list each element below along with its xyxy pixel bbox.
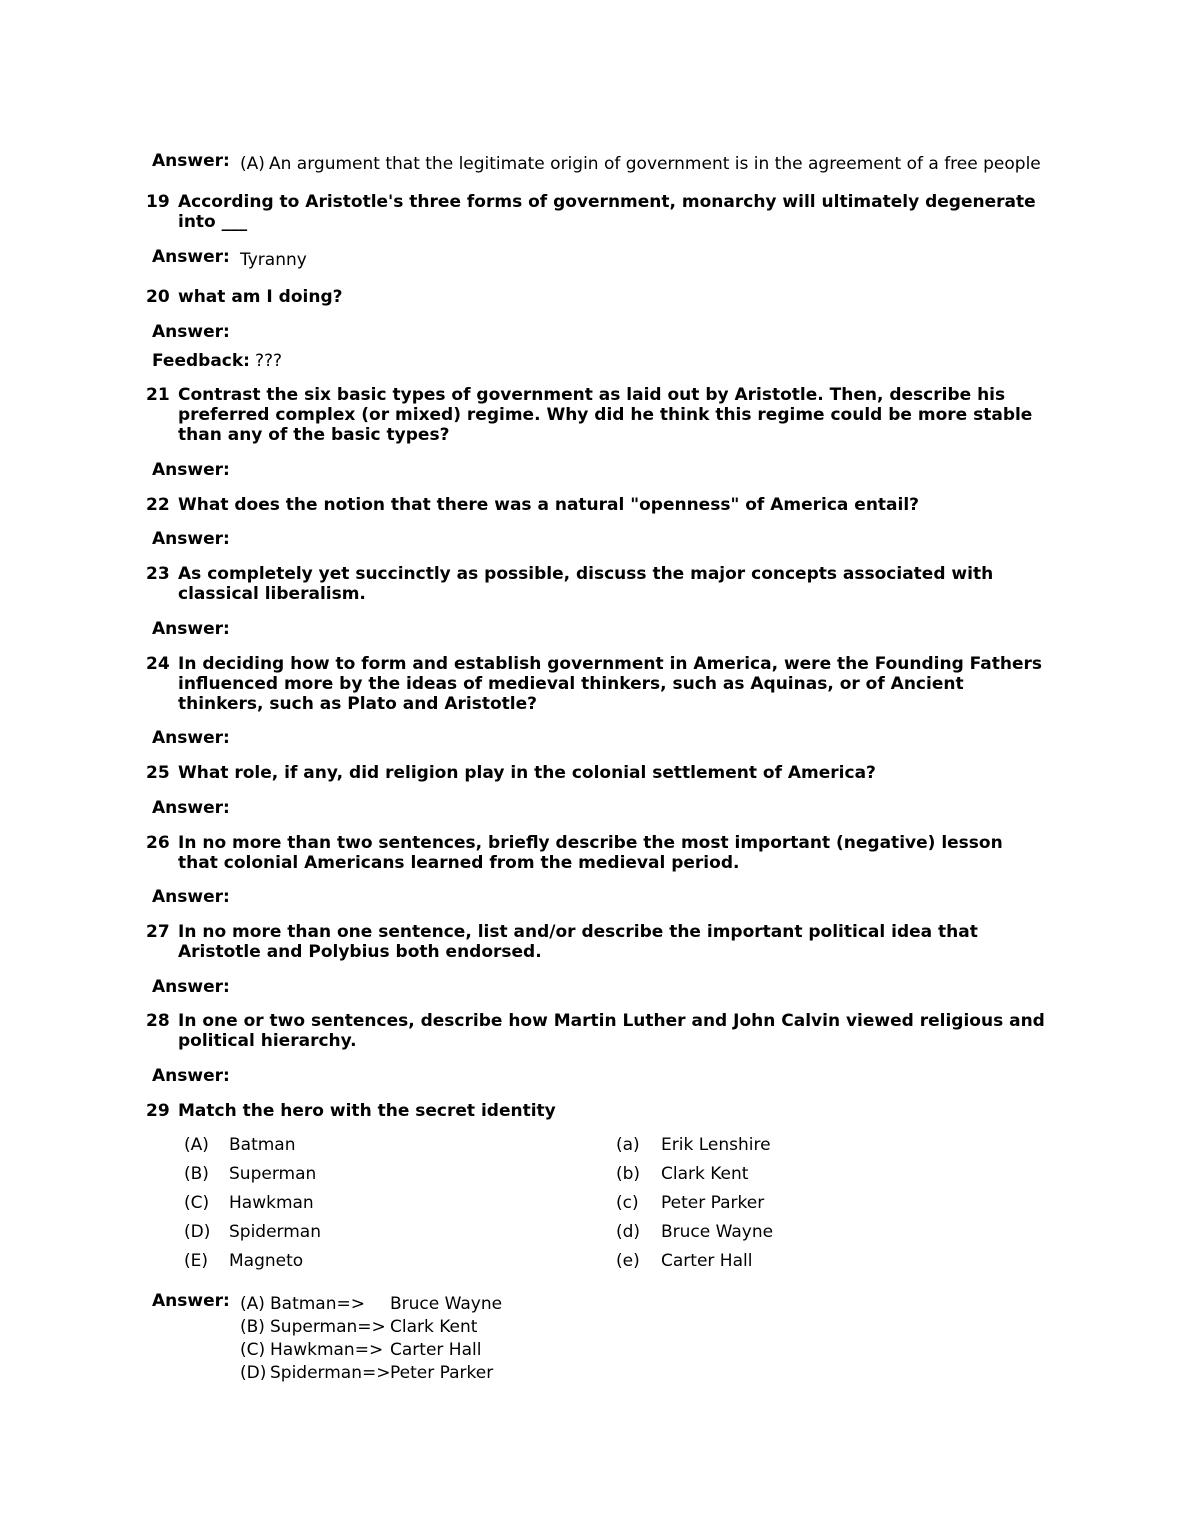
- match-right-letter: (e): [616, 1251, 640, 1271]
- match-left-item: Batman: [229, 1135, 296, 1155]
- answer-label: Answer:: [152, 1066, 230, 1086]
- answer-hero: Hawkman=>: [270, 1340, 384, 1360]
- match-right-letter: (a): [616, 1135, 640, 1155]
- match-right-item: Erik Lenshire: [661, 1135, 771, 1155]
- answer-label: Answer:: [152, 322, 230, 342]
- match-right-item: Clark Kent: [661, 1164, 749, 1184]
- answer-label: Answer:: [152, 151, 230, 171]
- answer-letter: (A): [240, 1294, 265, 1314]
- answer-letter: (D): [240, 1363, 267, 1383]
- question-text: In no more than two sentences, briefly describe the most important (negative) lesson that colonial Americans learned from the medieval period.: [178, 833, 1003, 873]
- answer-label: Answer:: [152, 247, 230, 267]
- answer-identity: Bruce Wayne: [390, 1294, 503, 1314]
- feedback-label: Feedback:: [152, 351, 250, 371]
- answer-label: Answer:: [152, 529, 230, 549]
- match-left-letter: (C): [184, 1193, 210, 1213]
- question-number: 20: [146, 287, 170, 307]
- question-text: Contrast the six basic types of government as laid out by Aristotle. Then, describe his preferred complex (or mixed) regime. Why did he think this regime could be more stable than any of the basic types?: [178, 385, 1033, 445]
- question-number: 21: [146, 385, 170, 405]
- answer-letter: (B): [240, 1317, 265, 1337]
- match-left-letter: (E): [184, 1251, 209, 1271]
- answer-label: Answer:: [152, 977, 230, 997]
- answer-label: Answer:: [152, 798, 230, 818]
- feedback-text: ???: [255, 351, 283, 371]
- answer-label: Answer:: [152, 460, 230, 480]
- question-number: 22: [146, 495, 170, 515]
- match-right-item: Carter Hall: [661, 1251, 753, 1271]
- question-number: 24: [146, 654, 170, 674]
- answer-label: Answer:: [152, 1291, 230, 1311]
- match-left-letter: (B): [184, 1164, 209, 1184]
- answer-letter: (C): [240, 1340, 266, 1360]
- question-text: What role, if any, did religion play in the colonial settlement of America?: [178, 763, 876, 783]
- answer-identity: Peter Parker: [390, 1363, 494, 1383]
- match-left-letter: (D): [184, 1222, 211, 1242]
- match-left-item: Magneto: [229, 1251, 304, 1271]
- question-text: In one or two sentences, describe how Martin Luther and John Calvin viewed religious and political hierarchy.: [178, 1011, 1045, 1051]
- question-text: What does the notion that there was a natural "openness" of America entail?: [178, 495, 920, 515]
- question-number: 29: [146, 1101, 170, 1121]
- question-text: As completely yet succinctly as possible, discuss the major concepts associated with classical liberalism.: [178, 564, 994, 604]
- match-right-letter: (d): [616, 1222, 641, 1242]
- question-number: 28: [146, 1011, 170, 1031]
- answer-label: Answer:: [152, 728, 230, 748]
- question-text: Match the hero with the secret identity: [178, 1101, 556, 1121]
- answer-text: Tyranny: [240, 250, 307, 270]
- match-right-letter: (c): [616, 1193, 639, 1213]
- question-number: 23: [146, 564, 170, 584]
- question-number: 25: [146, 763, 170, 783]
- answer-hero: Spiderman=>: [270, 1363, 391, 1383]
- answer-identity: Clark Kent: [390, 1317, 478, 1337]
- answer-label: Answer:: [152, 619, 230, 639]
- match-right-item: Peter Parker: [661, 1193, 765, 1213]
- question-text: what am I doing?: [178, 287, 343, 307]
- match-left-item: Spiderman: [229, 1222, 321, 1242]
- question-text: In deciding how to form and establish government in America, were the Founding Fathers influenced more by the ideas of medieval thinkers, such as Aquinas, or of Ancient thinkers, such as Plato and Aristotle?: [178, 654, 1043, 714]
- match-right-item: Bruce Wayne: [661, 1222, 774, 1242]
- match-left-item: Hawkman: [229, 1193, 314, 1213]
- question-number: 19: [146, 192, 170, 212]
- question-number: 27: [146, 922, 170, 942]
- match-left-item: Superman: [229, 1164, 317, 1184]
- answer-text: An argument that the legitimate origin of government is in the agreement of a free people: [269, 154, 1041, 174]
- question-number: 26: [146, 833, 170, 853]
- match-right-letter: (b): [616, 1164, 641, 1184]
- match-left-letter: (A): [184, 1135, 209, 1155]
- answer-identity: Carter Hall: [390, 1340, 482, 1360]
- answer-hero: Superman=>: [270, 1317, 386, 1337]
- answer-letter: (A): [240, 154, 265, 174]
- question-text: In no more than one sentence, list and/or describe the important political idea that Aristotle and Polybius both endorsed.: [178, 922, 978, 962]
- question-text: According to Aristotle's three forms of government, monarchy will ultimately degenerate into ___: [178, 192, 1036, 232]
- answer-hero: Batman=>: [270, 1294, 365, 1314]
- answer-label: Answer:: [152, 887, 230, 907]
